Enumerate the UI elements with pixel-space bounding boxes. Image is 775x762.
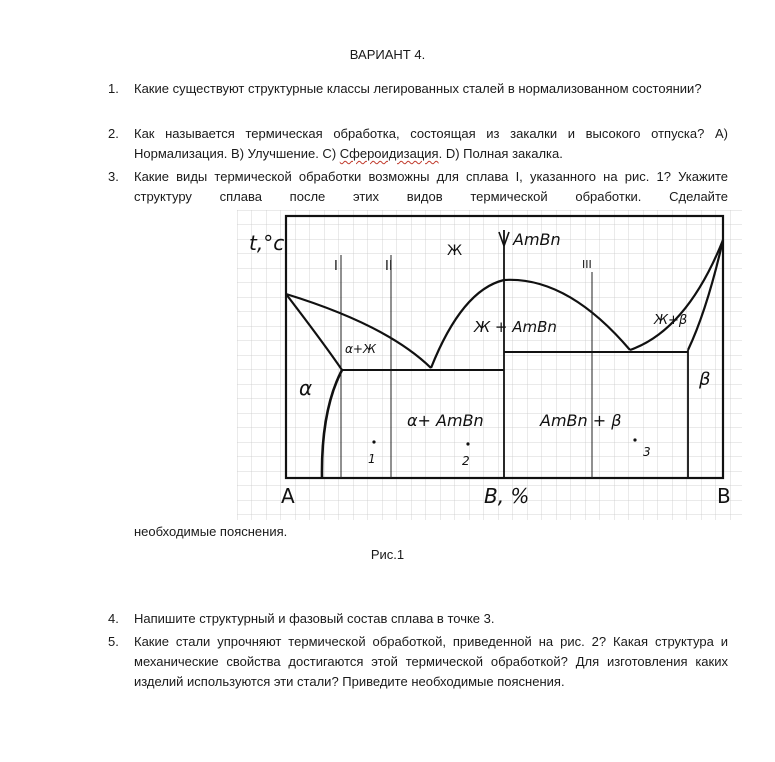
point-3-marker [633,438,636,441]
liquid-plus-beta-label: Ж+β [654,313,688,328]
question-text [134,124,728,164]
question-text-part: . D) Полная закалка. [438,146,563,161]
question-text: Какие виды термической обработки возможны для сплава I, указанного на рис. 1? Укажите структуру сплава после этих видов термической обработки. Сделайте [134,169,728,204]
question-2 [108,124,728,164]
point-3-label: 3 [643,445,651,459]
alpha-plus-compound-label: α+ AmBn [407,411,484,430]
question-number: 1. [108,81,119,96]
temperature-axis-label: t,°c [249,231,285,255]
question-1 [108,79,728,99]
question-3-continuation: необходимые пояснения. [134,524,288,539]
alpha-label: α [299,376,313,400]
question-text: Какие стали упрочняют термической обработкой, приведенной на рис. 2? Какая структура и механические свойства достигаются этой термической обработкой? Для изготовления каких изделий используются эти стали? Приведите необходимые пояснения. [134,634,728,689]
question-5 [108,632,728,692]
alloy-1-label: I [334,259,338,274]
alpha-plus-liquid-label: α+Ж [345,342,376,356]
compound-top-label: AmBn [513,230,561,249]
liquid-label: Ж [447,243,463,259]
phase-diagram [237,210,742,520]
alloy-3-label: III [582,258,592,271]
question-text: Какие существуют структурные классы легированных сталей в нормализованном состоянии? [134,81,702,96]
component-b-label: B [717,484,731,508]
question-text-part: Как называется термическая обработка, состоящая из закалки и высокого отпуска? А) Нормализация. В) Улучшение. С) [134,126,728,161]
question-number: 4. [108,611,119,626]
figure-caption: Рис.1 [370,547,405,562]
question-number: 2. [108,126,119,141]
spellcheck-marked-word: Сфероидизация [339,146,439,161]
question-number: 3. [108,169,119,184]
compound-plus-beta-label: AmBn + β [540,411,622,430]
question-4 [108,609,728,629]
question-3 [108,167,728,207]
alloy-2-label: II [385,259,393,274]
question-text: Напишите структурный и фазовый состав сплава в точке 3. [134,611,495,626]
point-2-label: 2 [462,454,470,468]
beta-label: β [699,369,711,390]
variant-title: ВАРИАНТ 4. [349,47,426,62]
graph-paper-grid [237,210,742,520]
point-1-marker [372,440,375,443]
composition-axis-label: B, % [484,484,530,508]
point-1-label: 1 [368,452,376,466]
liquid-plus-compound-label: Ж + AmBn [474,318,557,336]
question-number: 5. [108,634,119,649]
point-2-marker [466,442,469,445]
component-a-label: A [281,484,295,508]
